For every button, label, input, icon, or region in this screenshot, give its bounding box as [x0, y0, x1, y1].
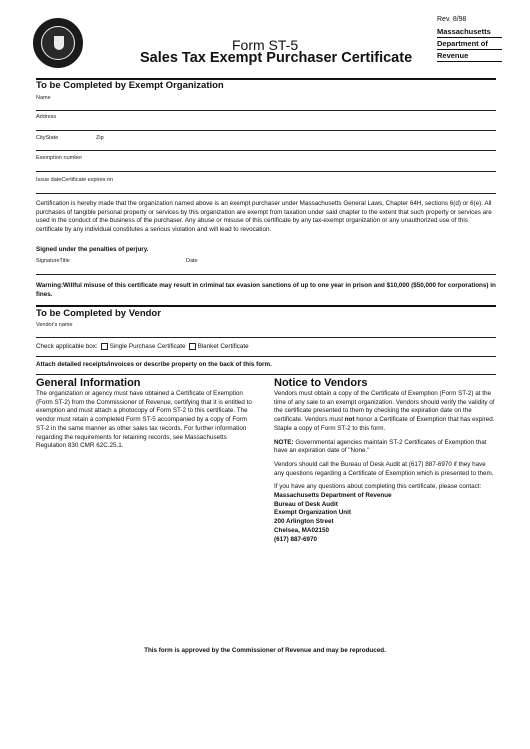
vendor-section-rule [36, 305, 496, 307]
check-applicable-row [36, 343, 249, 352]
massachusetts-seal-logo [33, 18, 83, 68]
general-info-column [36, 390, 256, 456]
seal-shield-icon [54, 36, 64, 50]
attach-note: Attach detailed receipts/invoices or describe property on the back of this form. [36, 361, 272, 368]
date-label: Date [186, 258, 198, 264]
address-field[interactable] [36, 130, 496, 131]
check-row-rule [36, 356, 496, 357]
address-line: 200 Arlington Street [274, 518, 334, 526]
general-info-title: General Information [36, 377, 141, 389]
notice-paragraph-1 [274, 390, 496, 434]
address-line: Massachusetts Department of Revenue [274, 492, 392, 500]
revision-date: Rev. 8/98 [437, 16, 467, 23]
notice-p1-text-b: honor a Certificate of Exemption that has expired. Staple a copy of Form ST-2 to this form. [274, 416, 495, 432]
name-field[interactable] [36, 110, 496, 111]
blanket-checkbox[interactable] [189, 343, 196, 350]
notice-paragraph-4: If you have any questions about completing this certificate, please contact: [274, 483, 482, 491]
dept-line: Massachusetts [437, 26, 502, 38]
single-purchase-checkbox[interactable] [101, 343, 108, 350]
name-label: Name [36, 95, 51, 101]
notice-paragraph-3: Vendors should call the Bureau of Desk Audit at (617) 887-6970 if they have any questions regarding a Certificate of Exemption which is presented to them. [274, 460, 494, 477]
contact-address [274, 492, 496, 544]
issue-date-label: Issue dateCertificate expires on [36, 177, 114, 183]
form-number: Form ST-5 [232, 37, 299, 53]
check-label: Check applicable box: [36, 343, 98, 351]
issue-date-field[interactable] [36, 193, 496, 194]
notice-column [274, 390, 496, 544]
address-line: Chelsea, MA02150 [274, 526, 329, 534]
certification-text: Certification is hereby made that the organization named above is an exempt purchaser under Massachusetts General Laws, Chapter 64H, sections 6(d) or 6(e). All purchases of tangible personal property or services by this organization are exempt from taxation under said chapter to the extent that such property or services are used in the conduct of the business of the purchaser. Any abuse or misuse of this certificate by any tax-exempt organization or any unauthorized use of this certificate by any individual constitutes a serious violation and will lead to revocation. [36, 200, 492, 234]
address-line: Exempt Organization Unit [274, 509, 351, 517]
form-title: Sales Tax Exempt Purchaser Certificate [140, 50, 413, 66]
columns-top-rule [36, 374, 496, 375]
dept-line: Revenue [437, 50, 502, 62]
exemption-number-label: Exemption number [36, 155, 83, 161]
dept-line: Department of [437, 38, 502, 50]
city-state-zip-field[interactable] [36, 150, 496, 151]
footer-note: This form is approved by the Commissioner of Revenue and may be reproduced. [144, 647, 386, 654]
note-label: NOTE: [274, 438, 294, 446]
single-purchase-label: Single Purchase Certificate [109, 343, 186, 351]
general-info-text: The organization or agency must have obtained a Certificate of Exemption (Form ST-2) from the Commissioner of Revenue, certifying that it is entitled to exemption and must attach a photocopy of Form ST-2 to this certificate. The vendor must retain a completed Form ST-5 accompanied by a copy of Form ST-2 in the same manner as other sales tax records. For further information regarding the requirements for retaining records, see Massachusetts Regulation 830 CMR 62C.25.1. [36, 390, 252, 450]
notice-title: Notice to Vendors [274, 377, 368, 389]
signature-field[interactable] [36, 274, 496, 275]
notice-p1-not: not [344, 416, 355, 424]
zip-label: Zip [96, 135, 104, 141]
seal-inner-ring [41, 26, 75, 60]
vendor-name-label: Vendor's name [36, 322, 73, 328]
address-line: (617) 887-6970 [274, 535, 318, 543]
city-state-label: CityState [36, 135, 59, 141]
exemption-number-field[interactable] [36, 171, 496, 172]
note-text: Governmental agencies maintain ST-2 Certificates of Exemption that have an expiration date of "None." [274, 438, 487, 455]
vendor-section-title: To be Completed by Vendor [36, 308, 161, 319]
address-line: Bureau of Desk Audit [274, 500, 338, 508]
exempt-org-section-title: To be Completed by Exempt Organization [36, 80, 224, 91]
signed-label: Signed under the penalties of perjury. [36, 246, 149, 253]
blanket-label: Blanket Certificate [197, 343, 249, 351]
address-label: Address [36, 114, 57, 120]
notice-p1-text-a: Vendors must obtain a copy of the Certificate of Exemption (Form ST-2) at the time of any sale to an exempt organization. Vendors should verify the validity of the certificate presented to them by checking the expiration date on the certificate. Vendors must [274, 390, 495, 424]
department-name [437, 26, 502, 62]
warning-text: Warning:Willful misuse of this certificate may result in criminal tax evasion sanctions of up to one year in prison and $10,000 ($50,000 for corporations) in fines. [36, 282, 496, 298]
notice-note [274, 439, 496, 456]
signature-title-label: SignatureTitle [36, 258, 70, 264]
vendor-name-field[interactable] [36, 337, 496, 338]
